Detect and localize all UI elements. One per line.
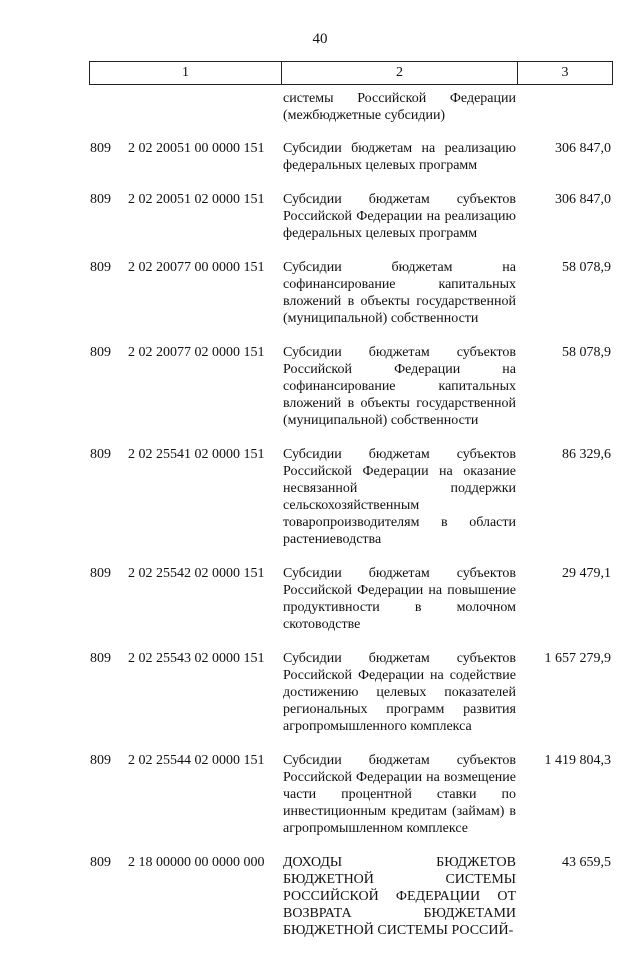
row-amount: 1 657 279,9 [544,651,611,666]
row-description: Субсидии бюджетам субъектов Российской Федерации на оказание несвязанной поддержки сельскохозяйственным товаропроизводителям в области растениеводства [283,447,516,547]
row-description: Субсидии бюджетам субъектов Российской Федерации на повышение продуктивности в молочном скотоводстве [283,566,516,632]
row-amount: 306 847,0 [555,192,611,207]
header-col-1: 1 [90,62,282,84]
row-description: Субсидии бюджетам субъектов Российской Федерации на содействие достижению целевых показателей региональных программ развития агропромышленного комплекса [283,651,516,734]
row-budget-code: 2 02 20051 02 0000 151 [128,192,265,207]
row-description: Субсидии бюджетам на софинансирование капитальных вложений в объекты государственной (муниципальной) собственности [283,260,516,326]
row-description: Субсидии бюджетам на реализацию федеральных целевых программ [283,141,516,173]
row-budget-code: 2 02 25544 02 0000 151 [128,753,265,768]
table-row-continuation [0,90,640,124]
row-admin-code: 809 [90,566,111,581]
row-code [90,565,265,582]
table-row [0,191,640,242]
row-budget-code: 2 02 20077 02 0000 151 [128,345,265,360]
row-budget-code: 2 18 00000 00 0000 000 [128,855,265,870]
table-body [0,90,640,956]
row-amount: 43 659,5 [562,855,611,870]
row-code [90,191,265,208]
row-budget-code: 2 02 20077 00 0000 151 [128,260,265,275]
row-admin-code: 809 [90,855,111,870]
table-row [0,344,640,429]
row-budget-code: 2 02 25541 02 0000 151 [128,447,265,462]
row-amount: 86 329,6 [562,447,611,462]
table-row [0,446,640,548]
row-code [90,446,265,463]
row-amount: 1 419 804,3 [544,753,611,768]
table-header [89,61,613,85]
row-code [90,259,265,276]
row-admin-code: 809 [90,192,111,207]
table-row [0,140,640,174]
header-col-2: 2 [282,62,518,84]
row-code [90,140,265,157]
row-amount: 29 479,1 [562,566,611,581]
row-description: ДОХОДЫ БЮДЖЕТОВ БЮДЖЕТНОЙ СИСТЕМЫ РОССИЙСКОЙ ФЕДЕРАЦИИ ОТ ВОЗВРАТА БЮДЖЕТАМИ БЮДЖЕТНОЙ СИСТЕМЫ РОССИЙ- [283,855,516,938]
table-row [0,565,640,633]
row-description: Субсидии бюджетам субъектов Российской Федерации на реализацию федеральных целевых программ [283,192,516,241]
row-description: Субсидии бюджетам субъектов Российской Федерации на софинансирование капитальных вложений в объекты государственной (муниципальной) собственности [283,345,516,428]
row-admin-code: 809 [90,345,111,360]
row-amount: 58 078,9 [562,345,611,360]
row-admin-code: 809 [90,260,111,275]
row-admin-code: 809 [90,141,111,156]
row-code [90,650,265,667]
table-row [0,650,640,735]
table-row [0,752,640,837]
row-code [90,752,265,769]
page-number: 40 [312,31,328,47]
table-row [0,259,640,327]
table-row [0,854,640,939]
row-description: системы Российской Федерации (межбюджетные субсидии) [283,91,516,123]
row-admin-code: 809 [90,651,111,666]
row-amount: 58 078,9 [562,260,611,275]
header-col-3: 3 [561,65,569,80]
row-admin-code: 809 [90,447,111,462]
row-admin-code: 809 [90,753,111,768]
row-budget-code: 2 02 25543 02 0000 151 [128,651,265,666]
row-budget-code: 2 02 25542 02 0000 151 [128,566,265,581]
row-code [90,344,265,361]
row-description: Субсидии бюджетам субъектов Российской Федерации на возмещение части процентной ставки по инвестиционным кредитам (займам) в агропромышленном комплексе [283,753,516,836]
row-amount: 306 847,0 [555,141,611,156]
row-code [90,854,265,871]
row-budget-code: 2 02 20051 00 0000 151 [128,141,265,156]
